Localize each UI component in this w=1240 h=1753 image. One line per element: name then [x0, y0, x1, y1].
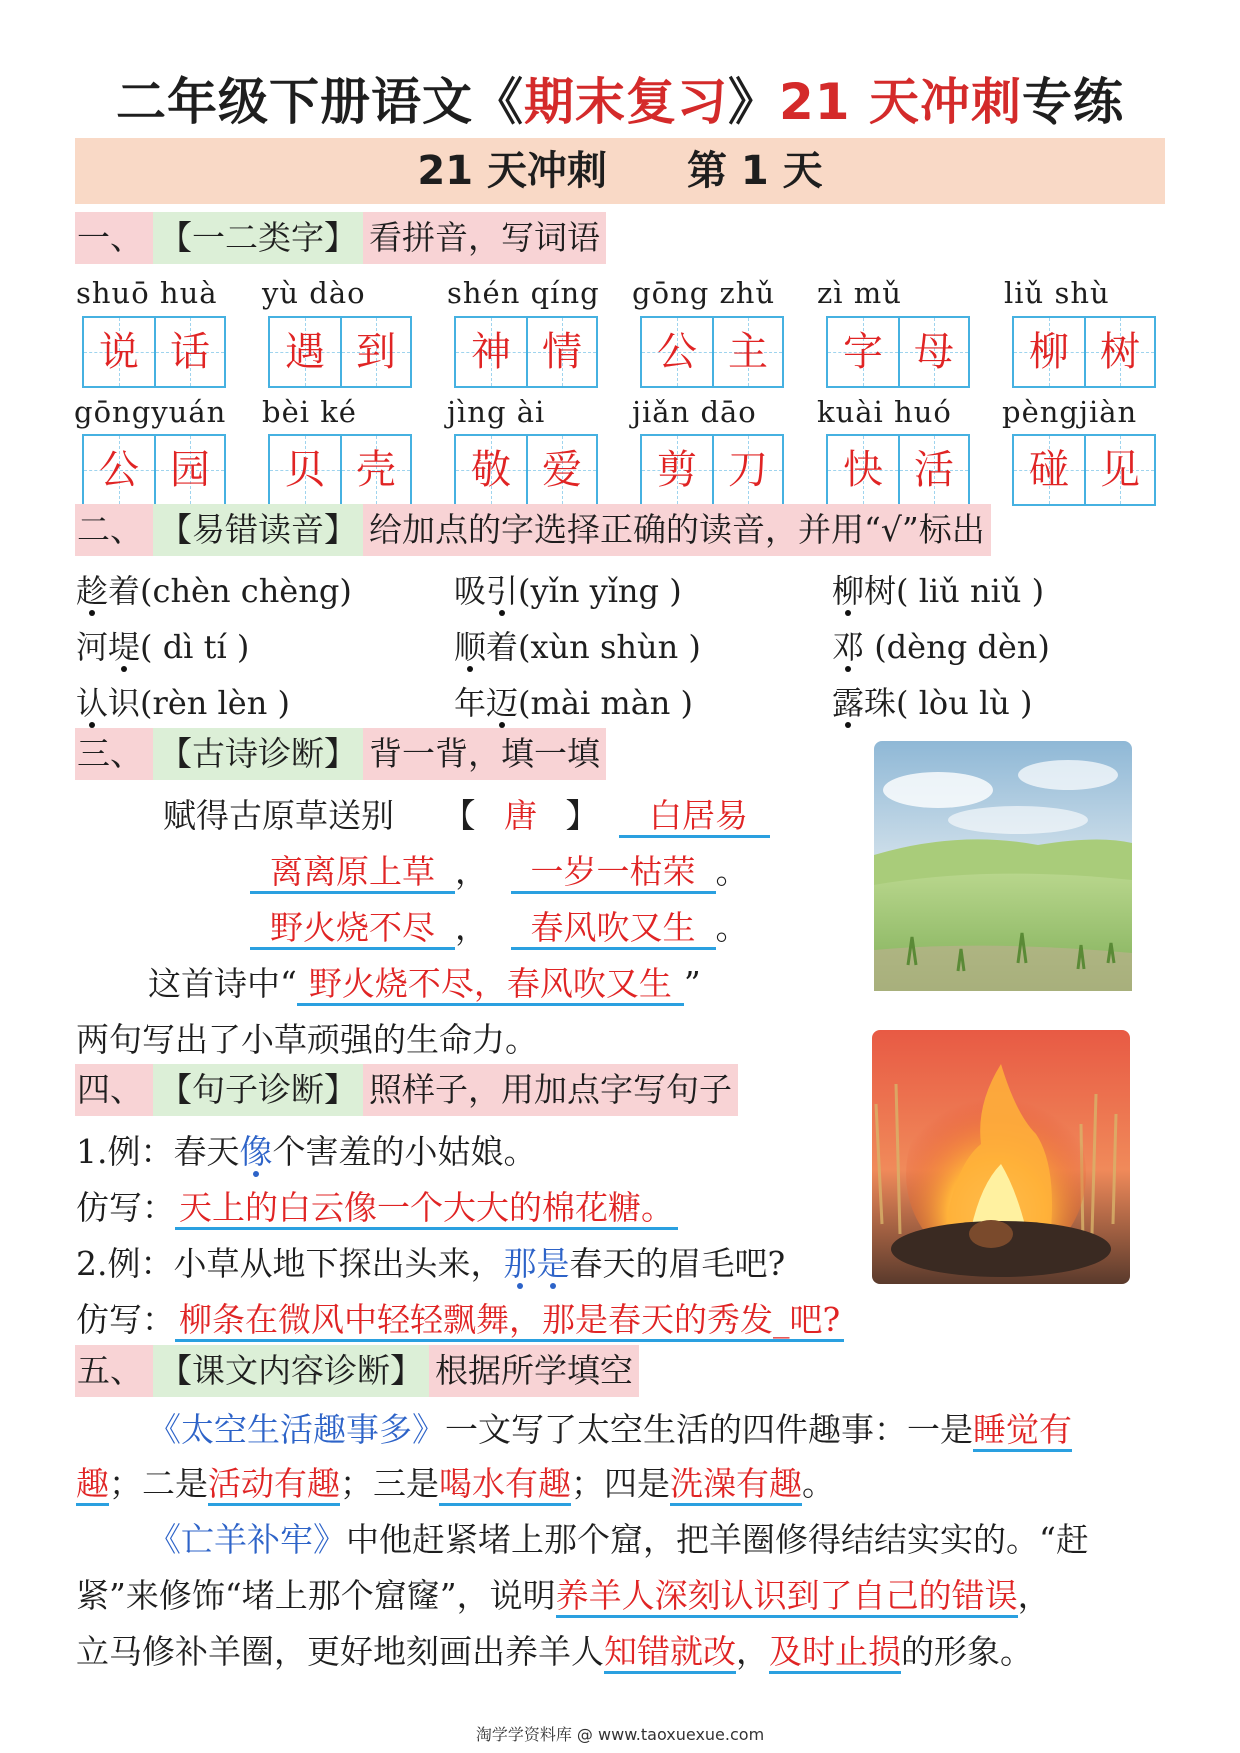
- pinyin: kuài huó: [817, 395, 952, 429]
- writing-grid: 说 话: [82, 316, 226, 388]
- writing-grid: 剪 刀: [640, 434, 784, 506]
- section-4-heading: 四、 【句子诊断】 照样子，用加点字写句子: [75, 1064, 738, 1116]
- pinyin: pèngjiàn: [1002, 395, 1138, 429]
- reading-item: 趁着(chèn chèng): [76, 572, 352, 610]
- page-title: 二年级下册语文《期末复习》21 天冲刺专练: [116, 73, 1124, 131]
- example-2: 2.例：小草从地下探出头来，那是春天的眉毛吧?: [76, 1244, 786, 1283]
- section-3-heading: 三、 【古诗诊断】 背一背，填一填: [75, 728, 606, 780]
- section-2-heading: 二、 【易错读音】 给加点的字选择正确的读音，并用“√”标出: [75, 504, 991, 556]
- reading-item: 邓 (dèng dèn): [832, 628, 1050, 666]
- pinyin: gōngyuán: [74, 395, 227, 429]
- poem-line-2: 野火烧不尽 ， 春风吹又生 。: [250, 902, 749, 949]
- writing-grid: 贝 壳: [268, 434, 412, 506]
- lesson-1-line-1: 《太空生活趣事多》一文写了太空生活的四件趣事：一是睡觉有: [148, 1404, 1072, 1451]
- poem-question: 这首诗中“ 野火烧不尽，春风吹又生 ”: [148, 958, 701, 1005]
- reading-item: 年迈(mài màn ): [454, 684, 694, 722]
- reading-item: 露珠( lòu lù ): [832, 684, 1033, 722]
- writing-grid: 遇 到: [268, 316, 412, 388]
- poem-question-cont: 两句写出了小草顽强的生命力。: [76, 1020, 538, 1059]
- writing-grid: 碰 见: [1012, 434, 1156, 506]
- pinyin: jìng ài: [447, 395, 546, 429]
- poem-title-line: 赋得古原草送别 【 唐 】 白居易: [163, 790, 770, 837]
- poem-line-1: 离离原上草 ， 一岁一枯荣 。: [250, 846, 749, 893]
- pinyin: liǔ shù: [1004, 276, 1110, 310]
- reading-item: 吸引(yǐn yǐng ): [454, 572, 682, 610]
- pinyin: gōng zhǔ: [632, 276, 776, 310]
- wildfire-image: [866, 1024, 1136, 1290]
- reading-item: 顺着(xùn shùn ): [454, 628, 701, 666]
- imitation-2: 仿写： 柳条在微风中轻轻飘舞，那是春天的秀发_吧?: [76, 1294, 844, 1341]
- writing-grid: 字 母: [826, 316, 970, 388]
- writing-grid: 敬 爱: [454, 434, 598, 506]
- pinyin: bèi ké: [262, 395, 357, 429]
- writing-grid: 公 园: [82, 434, 226, 506]
- pinyin: yù dào: [262, 276, 366, 310]
- section-1-heading: 一、 【一二类字】 看拼音，写词语: [75, 212, 606, 264]
- reading-item: 柳树( liǔ niǔ ): [832, 572, 1045, 610]
- lesson-2-line-2: 紧”来修饰“堵上那个窟窿”，说明养羊人深刻认识到了自己的错误，: [76, 1570, 1051, 1617]
- grassland-image: [868, 735, 1138, 997]
- writing-grid: 柳 树: [1012, 316, 1156, 388]
- writing-grid: 神 情: [454, 316, 598, 388]
- reading-item: 河堤( dì tí ): [76, 628, 250, 666]
- reading-item: 认识(rèn lèn ): [76, 684, 290, 722]
- pinyin: zì mǔ: [817, 276, 902, 310]
- section-5-heading: 五、 【课文内容诊断】 根据所学填空: [75, 1345, 639, 1397]
- writing-grid: 快 活: [826, 434, 970, 506]
- footer-watermark: 淘学学资料库 @ www.taoxuexue.com: [475, 1725, 765, 1744]
- example-1: 1.例：春天像个害羞的小姑娘。: [76, 1132, 537, 1171]
- pinyin: shuō huà: [76, 276, 218, 310]
- lesson-2-line-3: 立马修补羊圈，更好地刻画出养羊人知错就改，及时止损的形象。: [76, 1626, 1033, 1673]
- writing-grid: 公 主: [640, 316, 784, 388]
- imitation-1: 仿写： 天上的白云像一个大大的棉花糖。: [76, 1182, 678, 1229]
- pinyin: jiǎn dāo: [632, 395, 757, 429]
- lesson-2-line-1: 《亡羊补牢》中他赶紧堵上那个窟，把羊圈修得结结实实的。“赶: [148, 1520, 1089, 1559]
- lesson-1-line-2: 趣；二是活动有趣；三是喝水有趣；四是洗澡有趣。: [76, 1458, 835, 1505]
- day-banner: 21 天冲刺 第 1 天: [75, 138, 1165, 204]
- pinyin: shén qíng: [447, 276, 600, 310]
